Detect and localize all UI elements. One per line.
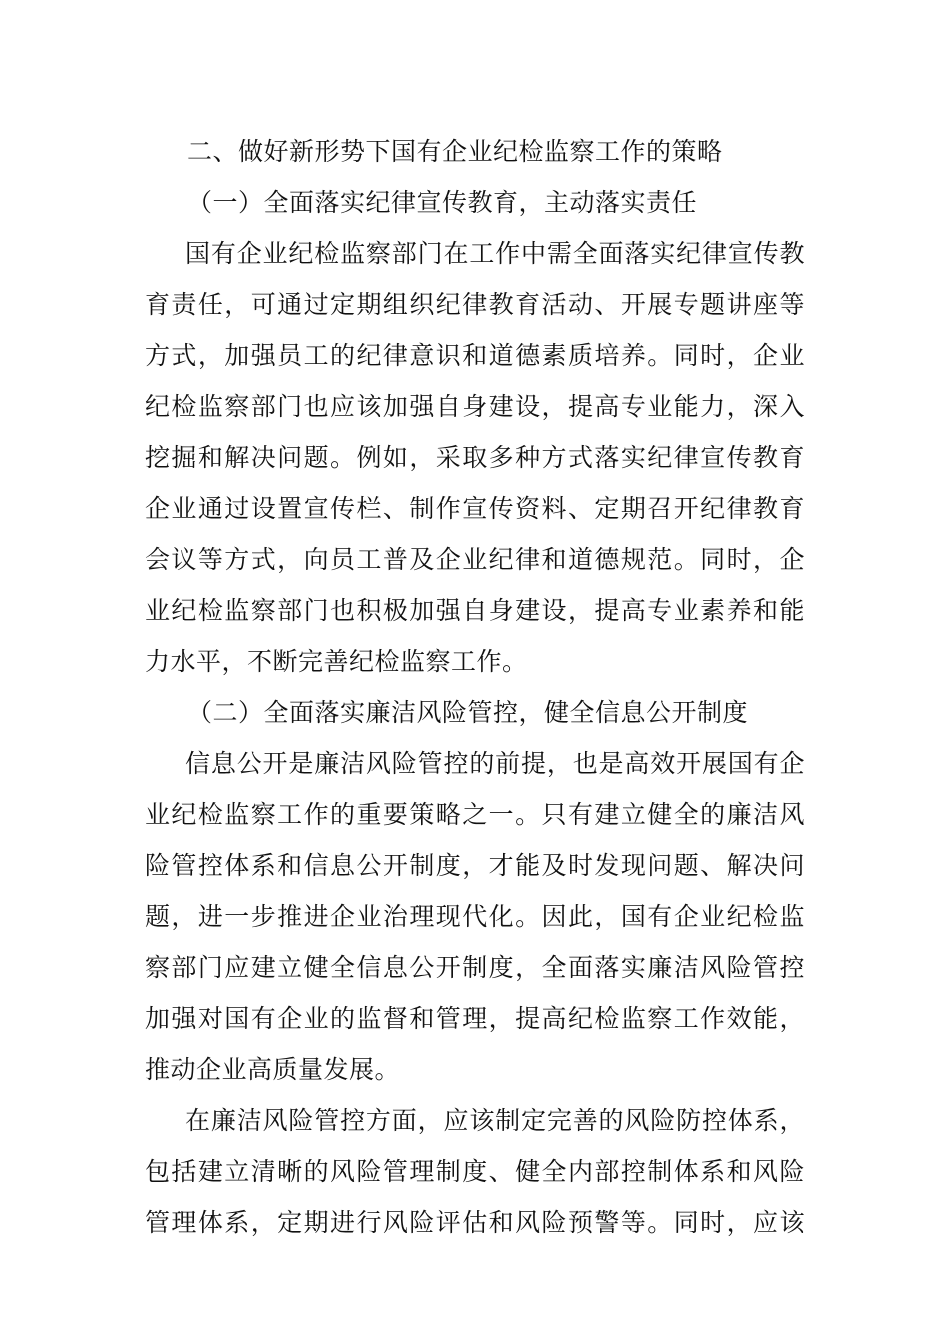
paragraph-line: 企业通过设置宣传栏、制作宣传资料、定期召开纪律教育 xyxy=(145,494,805,523)
section-heading: 二、做好新形势下国有企业纪检监察工作的策略 xyxy=(187,137,723,166)
paragraph-line: 会议等方式，向员工普及企业纪律和道德规范。同时，企 xyxy=(145,545,805,574)
paragraph-line: 方式，加强员工的纪律意识和道德素质培养。同时，企业 xyxy=(145,341,805,370)
paragraph-line: 力水平，不断完善纪检监察工作。 xyxy=(145,647,528,676)
paragraph-line: 题，进一步推进企业治理现代化。因此，国有企业纪检监 xyxy=(145,902,805,931)
paragraph-line: 察部门应建立健全信息公开制度，全面落实廉洁风险管控 xyxy=(145,953,805,982)
paragraph-line: 纪检监察部门也应该加强自身建设，提高专业能力，深入 xyxy=(145,392,805,421)
paragraph-line: 业纪检监察工作的重要策略之一。只有建立健全的廉洁风 xyxy=(145,800,805,829)
paragraph-line: 管理体系，定期进行风险评估和风险预警等。同时，应该 xyxy=(145,1208,805,1237)
paragraph-line: 信息公开是廉洁风险管控的前提，也是高效开展国有企 xyxy=(185,749,805,778)
paragraph-risk-control xyxy=(145,1095,805,1248)
subsection-title-1: （一）全面落实纪律宣传教育，主动落实责任 xyxy=(187,188,698,217)
paragraph-info-disclosure xyxy=(145,738,805,1095)
paragraph-line: 加强对国有企业的监督和管理，提高纪检监察工作效能， xyxy=(145,1004,805,1033)
subsection-title-2: （二）全面落实廉洁风险管控，健全信息公开制度 xyxy=(187,698,749,727)
paragraph-line: 业纪检监察部门也积极加强自身建设，提高专业素养和能 xyxy=(145,596,805,625)
paragraph-line: 育责任，可通过定期组织纪律教育活动、开展专题讲座等 xyxy=(145,290,805,319)
paragraph-line: 挖掘和解决问题。例如，采取多种方式落实纪律宣传教育 xyxy=(145,443,805,472)
paragraph-line: 险管控体系和信息公开制度，才能及时发现问题、解决问 xyxy=(145,851,805,880)
paragraph-discipline-education xyxy=(145,228,805,687)
paragraph-line: 推动企业高质量发展。 xyxy=(145,1055,401,1084)
paragraph-line: 在廉洁风险管控方面，应该制定完善的风险防控体系， xyxy=(185,1106,805,1135)
paragraph-line: 国有企业纪检监察部门在工作中需全面落实纪律宣传教 xyxy=(185,239,805,268)
document-body xyxy=(145,126,805,1248)
paragraph-line: 包括建立清晰的风险管理制度、健全内部控制体系和风险 xyxy=(145,1157,805,1186)
